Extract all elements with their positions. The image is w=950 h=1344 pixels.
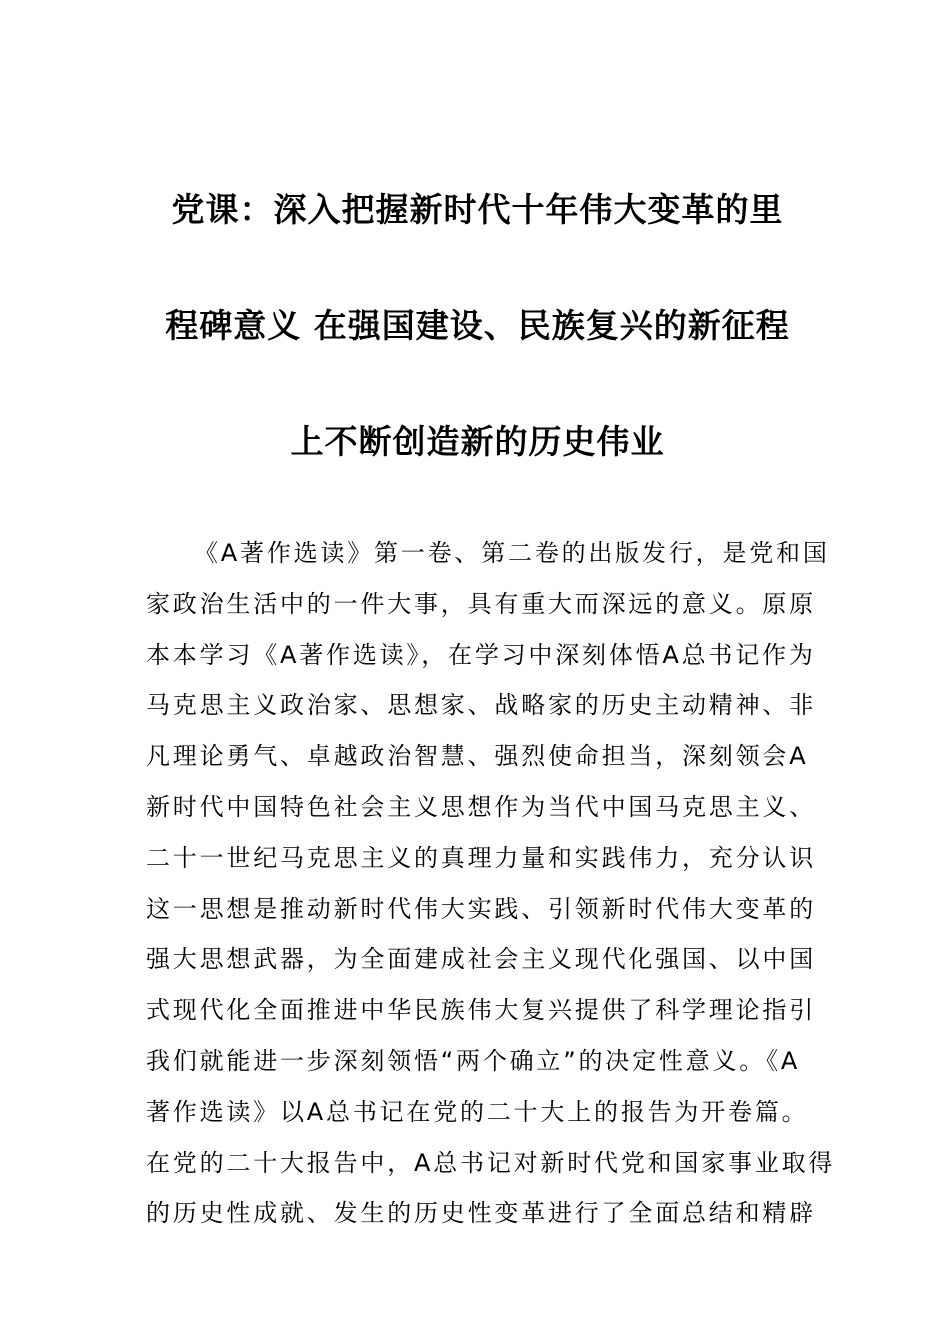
body-line: 马克思主义政治家、思想家、战略家的历史主动精神、非	[146, 691, 816, 720]
body-line: 二十一世纪马克思主义的真理力量和实践伟力，充分认识	[146, 843, 816, 872]
body-line: 《A著作选读》第一卷、第二卷的出版发行，是党和国	[194, 539, 830, 567]
body-line: 式现代化全面推进中华民族伟大复兴提供了科学理论指引	[146, 996, 816, 1025]
body-line: 强大思想武器，为全面建成社会主义现代化强国、以中国	[146, 945, 816, 974]
body-line: 家政治生活中的一件大事，具有重大而深远的意义。原原	[146, 589, 816, 618]
body-paragraph	[146, 528, 836, 1239]
body-line: 在党的二十大报告中，A总书记对新时代党和国家事业取得	[146, 1148, 836, 1177]
document-title	[145, 152, 810, 500]
title-line-1: 党课：深入把握新时代十年伟大变革的里	[171, 190, 784, 229]
body-line: 的历史性成就、发生的历史性变革进行了全面总结和精辟	[146, 1199, 816, 1228]
body-line: 我们就能进一步深刻领悟“两个确立”的决定性意义。《A	[146, 1046, 801, 1075]
body-line: 凡理论勇气、卓越政治智慧、强烈使命担当，深刻领会A	[146, 742, 809, 771]
body-line: 著作选读》以A总书记在党的二十大上的报告为开卷篇。	[146, 1097, 809, 1126]
title-line-3: 上不断创造新的历史伟业	[290, 422, 665, 461]
body-line: 本本学习《A著作选读》，在学习中深刻体悟A总书记作为	[146, 640, 816, 669]
body-line: 新时代中国特色社会主义思想作为当代中国马克思主义、	[146, 792, 816, 821]
title-line-2: 程碑意义 在强国建设、民族复兴的新征程	[165, 306, 790, 345]
body-line: 这一思想是推动新时代伟大实践、引领新时代伟大变革的	[146, 894, 816, 923]
